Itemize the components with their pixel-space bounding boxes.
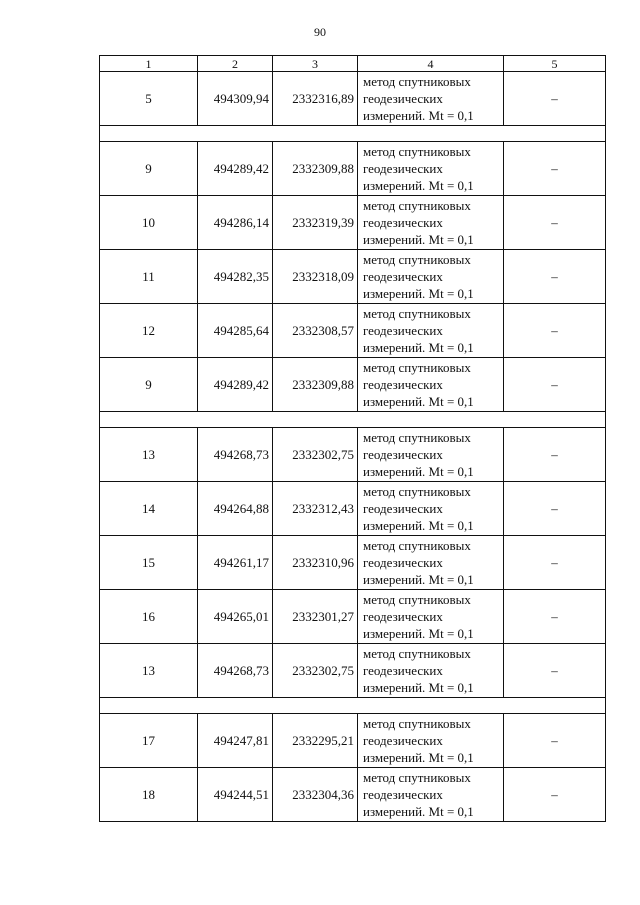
coordinate-y-cell: 2332302,75 — [273, 428, 358, 482]
note-cell: – — [504, 714, 606, 768]
coordinate-y-cell: 2332312,43 — [273, 482, 358, 536]
method-text-line: геодезических — [363, 323, 443, 338]
method-text-line: измерений. Mt = 0,1 — [363, 572, 474, 587]
table-header-row — [100, 56, 606, 72]
method-text-line: измерений. Mt = 0,1 — [363, 464, 474, 479]
method-text-line: геодезических — [363, 733, 443, 748]
method-cell — [358, 644, 504, 698]
group-separator-cell — [100, 126, 606, 142]
coordinate-x-cell: 494289,42 — [198, 358, 273, 412]
method-text-line: измерений. Mt = 0,1 — [363, 626, 474, 641]
table-row — [100, 250, 606, 304]
point-number-cell: 9 — [100, 142, 198, 196]
method-text-line: измерений. Mt = 0,1 — [363, 178, 474, 193]
point-number-cell: 11 — [100, 250, 198, 304]
method-text-line: метод спутниковых — [363, 770, 471, 785]
method-text-line: метод спутниковых — [363, 484, 471, 499]
table-row — [100, 428, 606, 482]
table-row — [100, 142, 606, 196]
note-cell: – — [504, 428, 606, 482]
method-cell — [358, 590, 504, 644]
column-header-4: 4 — [358, 56, 504, 72]
coordinate-x-cell: 494282,35 — [198, 250, 273, 304]
method-cell — [358, 250, 504, 304]
method-text-line: геодезических — [363, 215, 443, 230]
point-number-cell: 17 — [100, 714, 198, 768]
point-number-cell: 12 — [100, 304, 198, 358]
coordinate-x-cell: 494268,73 — [198, 428, 273, 482]
method-cell — [358, 358, 504, 412]
coordinate-x-cell: 494247,81 — [198, 714, 273, 768]
method-text-line: геодезических — [363, 663, 443, 678]
method-cell — [358, 536, 504, 590]
point-number-cell: 16 — [100, 590, 198, 644]
note-cell: – — [504, 482, 606, 536]
method-text-line: геодезических — [363, 377, 443, 392]
coordinate-y-cell: 2332318,09 — [273, 250, 358, 304]
method-text-line: измерений. Mt = 0,1 — [363, 804, 474, 819]
table-row — [100, 358, 606, 412]
table-row — [100, 714, 606, 768]
note-cell: – — [504, 644, 606, 698]
group-separator-row — [100, 126, 606, 142]
group-separator-cell — [100, 412, 606, 428]
method-text-line: геодезических — [363, 609, 443, 624]
coordinate-y-cell: 2332316,89 — [273, 72, 358, 126]
method-text-line: метод спутниковых — [363, 144, 471, 159]
table-row — [100, 304, 606, 358]
coordinate-x-cell: 494309,94 — [198, 72, 273, 126]
table-row — [100, 196, 606, 250]
note-cell: – — [504, 72, 606, 126]
note-cell: – — [504, 196, 606, 250]
method-text-line: геодезических — [363, 501, 443, 516]
method-text-line: геодезических — [363, 269, 443, 284]
method-cell — [358, 304, 504, 358]
coordinate-y-cell: 2332319,39 — [273, 196, 358, 250]
group-separator-row — [100, 412, 606, 428]
table-row — [100, 768, 606, 822]
method-text-line: измерений. Mt = 0,1 — [363, 286, 474, 301]
point-number-cell: 13 — [100, 428, 198, 482]
method-text-line: метод спутниковых — [363, 646, 471, 661]
method-text-line: геодезических — [363, 161, 443, 176]
method-text-line: метод спутниковых — [363, 430, 471, 445]
coordinate-x-cell: 494285,64 — [198, 304, 273, 358]
table-row — [100, 482, 606, 536]
method-cell — [358, 72, 504, 126]
table-row — [100, 72, 606, 126]
page-number: 90 — [314, 25, 326, 39]
column-header-1: 1 — [100, 56, 198, 72]
coordinate-y-cell: 2332310,96 — [273, 536, 358, 590]
method-cell — [358, 768, 504, 822]
table-row — [100, 590, 606, 644]
column-header-2: 2 — [198, 56, 273, 72]
table-row — [100, 644, 606, 698]
method-text-line: геодезических — [363, 787, 443, 802]
note-cell: – — [504, 768, 606, 822]
coordinate-x-cell: 494286,14 — [198, 196, 273, 250]
method-text-line: измерений. Mt = 0,1 — [363, 232, 474, 247]
column-header-5: 5 — [504, 56, 606, 72]
coordinates-table — [99, 55, 606, 822]
method-cell — [358, 714, 504, 768]
method-text-line: геодезических — [363, 555, 443, 570]
column-header-3: 3 — [273, 56, 358, 72]
coordinate-y-cell: 2332308,57 — [273, 304, 358, 358]
method-cell — [358, 142, 504, 196]
point-number-cell: 15 — [100, 536, 198, 590]
table-row — [100, 536, 606, 590]
method-text-line: измерений. Mt = 0,1 — [363, 108, 474, 123]
coordinate-y-cell: 2332309,88 — [273, 142, 358, 196]
point-number-cell: 18 — [100, 768, 198, 822]
coordinate-x-cell: 494265,01 — [198, 590, 273, 644]
method-text-line: метод спутниковых — [363, 198, 471, 213]
point-number-cell: 13 — [100, 644, 198, 698]
method-text-line: метод спутниковых — [363, 538, 471, 553]
note-cell: – — [504, 142, 606, 196]
note-cell: – — [504, 250, 606, 304]
point-number-cell: 14 — [100, 482, 198, 536]
coordinate-x-cell: 494264,88 — [198, 482, 273, 536]
method-text-line: измерений. Mt = 0,1 — [363, 340, 474, 355]
coordinate-x-cell: 494244,51 — [198, 768, 273, 822]
method-text-line: измерений. Mt = 0,1 — [363, 680, 474, 695]
note-cell: – — [504, 358, 606, 412]
coordinate-x-cell: 494268,73 — [198, 644, 273, 698]
method-cell — [358, 196, 504, 250]
method-text-line: геодезических — [363, 91, 443, 106]
method-text-line: метод спутниковых — [363, 74, 471, 89]
coordinate-y-cell: 2332302,75 — [273, 644, 358, 698]
method-cell — [358, 482, 504, 536]
point-number-cell: 5 — [100, 72, 198, 126]
method-text-line: метод спутниковых — [363, 360, 471, 375]
method-text-line: измерений. Mt = 0,1 — [363, 750, 474, 765]
note-cell: – — [504, 536, 606, 590]
coordinate-y-cell: 2332309,88 — [273, 358, 358, 412]
note-cell: – — [504, 304, 606, 358]
group-separator-row — [100, 698, 606, 714]
coordinate-y-cell: 2332304,36 — [273, 768, 358, 822]
method-cell — [358, 428, 504, 482]
note-cell: – — [504, 590, 606, 644]
coordinate-x-cell: 494261,17 — [198, 536, 273, 590]
point-number-cell: 9 — [100, 358, 198, 412]
coordinate-y-cell: 2332301,27 — [273, 590, 358, 644]
method-text-line: метод спутниковых — [363, 306, 471, 321]
coordinate-x-cell: 494289,42 — [198, 142, 273, 196]
coordinate-y-cell: 2332295,21 — [273, 714, 358, 768]
method-text-line: измерений. Mt = 0,1 — [363, 394, 474, 409]
method-text-line: геодезических — [363, 447, 443, 462]
method-text-line: метод спутниковых — [363, 252, 471, 267]
method-text-line: метод спутниковых — [363, 592, 471, 607]
method-text-line: измерений. Mt = 0,1 — [363, 518, 474, 533]
method-text-line: метод спутниковых — [363, 716, 471, 731]
group-separator-cell — [100, 698, 606, 714]
point-number-cell: 10 — [100, 196, 198, 250]
